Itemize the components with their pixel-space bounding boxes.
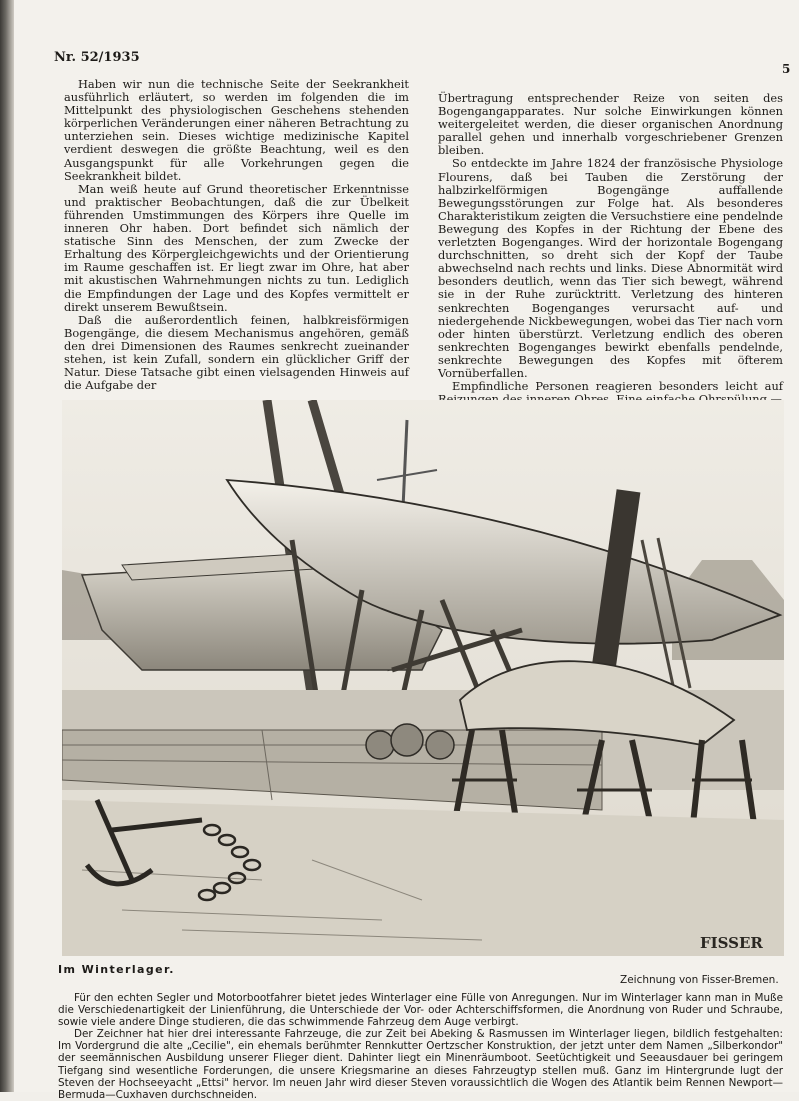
paragraph: Daß die außerordentlich feinen, halbkreisförmigen Bogengänge, die diesem Mechanismus angehören, gemäß den drei Dimensionen des Raumes senkrecht zueinander stehen, ist kein Zufall, sondern ein glücklicher Griff der Natur. Diese Tatsache gibt einen vielsagenden Hinweis auf die Aufgabe der [64,312,409,393]
paragraph: Haben wir nun die technische Seite der Seekrankheit ausführlich erläutert, so werden im folgenden die im Mittelpunkt des physiologischen Geschehens stehenden körperlichen Veränderungen einer näheren Betrachtung zu unterziehen sein. Dieses wichtige medizinische Kapitel verdient deswegen die größte Beachtung, weil es den Ausgangspunkt für alle Vorkehrungen gegen die Seekrankheit bildet. [64,77,409,183]
artist-signature: FISSER [700,934,763,952]
paragraph: Man weiß heute auf Grund theoretischer Erkenntnisse und praktischer Beobachtungen, daß die zur Übelkeit führenden Umstimmungen des Körpers ihre Quelle im inneren Ohr haben. Dort befindet sich nämlich der statische Sinn des Menschen, der zum Zwecke der Erhaltung des Körpergleichgewichts und der Orientierung im Raume geschaffen ist. Er liegt zwar im Ohre, hat aber mit akustischen Wahrnehmungen nichts zu tun. Lediglich die Empfindungen der Lage und des Kopfes vermittelt er direkt unserem Bewußtsein. [64,181,409,314]
issue-number: Nr. 52/1935 [54,50,140,65]
binding-edge [0,0,14,1092]
paragraph: Übertragung entsprechender Reize von seiten des Bogengangapparates. Nur solche Einwirkungen können weitergeleitet werden, die dieser organischen Anordnung parallel gehen und innerhalb vorgeschriebener Grenzen bleiben. [438,91,783,158]
paragraph: So entdeckte im Jahre 1824 der französische Physiologe Flourens, daß bei Tauben die Zerstörung der halbzirkelförmigen Bogengänge auffallende Bewegungsstörungen zur Folge hat. Als besonderes Charakteristikum zeigten die Versuchstiere eine pendelnde Bewegung des Kopfes in der Richtung der Ebene des verletzten Bogenganges. Wird der horizontale Bogengang durchschnitten, so dreht sich der Kopf der Taube abwechselnd nach rechts und links. Diese Abnormität wird besonders deutlich, wenn das Tier sich bewegt, während sie in der Ruhe zurücktritt. Verletzung des hinteren senkrechten Bogenganges verursacht auf- und niedergehende Nickbewegungen, wobei das Tier nach vorn oder hinten überstürzt. Verletzung endlich des oberen senkrechten Bogenganges bewirkt ebenfalls pendelnde, senkrechte Bewegungen des Kopfes mit öfterem Vornüberfallen. [438,156,783,380]
left-text-column [64,78,409,392]
winter-storage-drawing [62,400,784,956]
sketch-illustration [62,400,784,956]
magazine-page [14,0,799,1101]
paragraph: Empfindliche Personen reagieren besonders leicht auf [452,379,783,394]
paragraph: Der Zeichner hat hier drei interessante Fahrzeuge, die zur Zeit bei Abeking & Rasmussen im Winterlager liegen, bildlich festgehalten: Im Vordergrund die alte „Cecilie", ein ehemals berühmter Rennkutter Oertzscher Konstruktion, der jetzt unter dem Namen „Silberkondor" der seemännischen Ausbildung unserer Flieger dient. Dahinter liegt ein Minenräumboot. Seetüchtigkeit und Seeausdauer bei geringem Tiefgang sind wesentliche Forderungen, die unsere Kriegsmarine an dieses Fahrzeugtyp stellen muß. Ganz im Hintergrunde lugt der Steven der Hochseeyacht „Ettsi" hervor. Im neuen Jahr wird dieser Steven voraussichtlich die Wogen des Atlantik beim Rennen Newport—Bermuda—Cuxhaven durchschneiden. [58,1028,783,1101]
paragraph: Für den echten Segler und Motorbootfahrer bietet jedes Winterlager eine Fülle von Anregungen. Nur im Winterlager kann man in Muße die Verschiedenartigkeit der Linienführung, die Unterschiede der Vor- oder Achterschiffsformen, die Anordnung von Ruder und Schraube, sowie viele andere Dinge studieren, die das schwimmende Fahrzeug dem Auge verbirgt. [58,992,783,1029]
figure-credit: Zeichnung von Fisser-Bremen. [620,974,779,986]
caption-body-text [58,992,783,1101]
figure-caption-title: Im Winterlager. [58,963,175,976]
page-number: 5 [782,62,791,76]
right-text-column [438,92,783,406]
